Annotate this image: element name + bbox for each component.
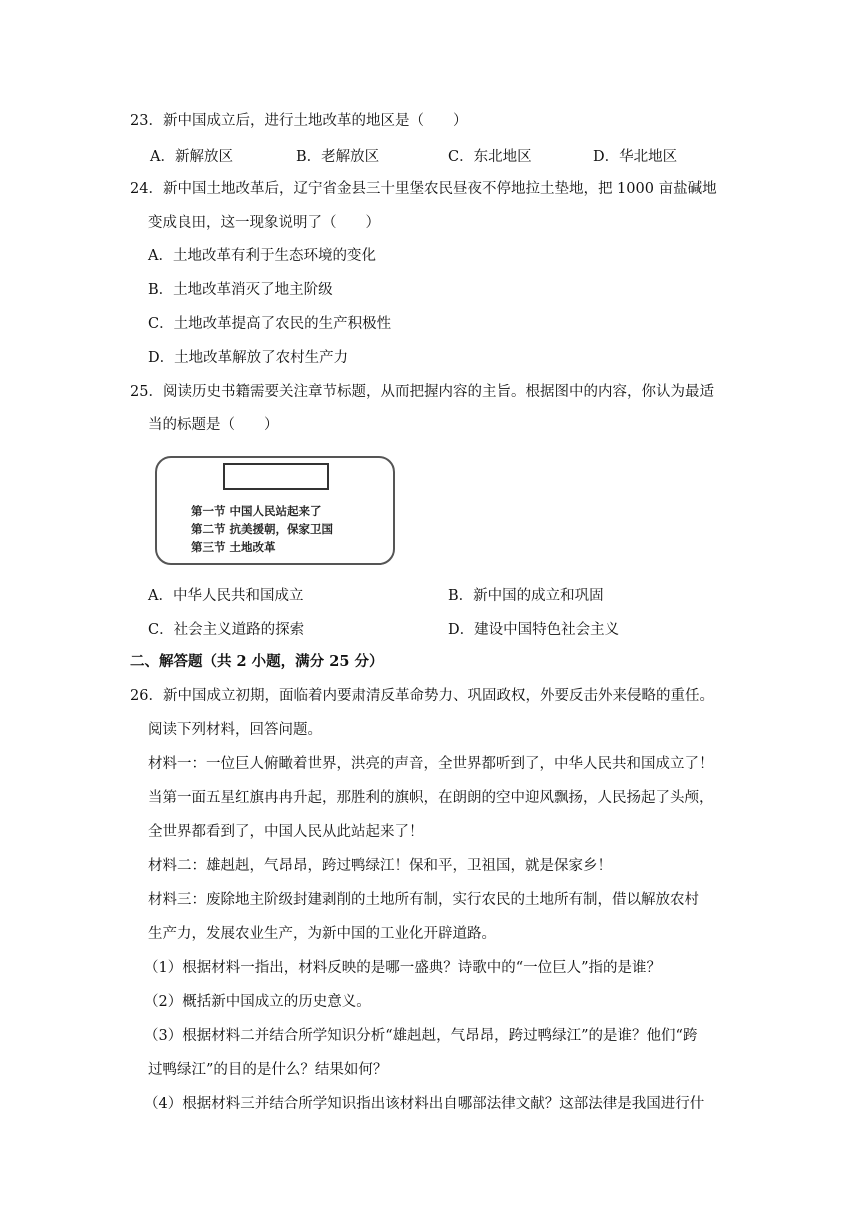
q25-option-c: C．社会主义道路的探索 xyxy=(148,622,305,638)
figure-chapter-list xyxy=(191,502,333,556)
q24-option-d: D．土地改革解放了农村生产力 xyxy=(148,350,349,366)
chapter-figure xyxy=(155,456,395,565)
q24-option-b: B．土地改革消灭了地主阶级 xyxy=(148,282,333,298)
q26-material3-line1: 材料三：废除地主阶级封建剥削的土地所有制，实行农民的土地所有制，借以解放农村 xyxy=(148,892,699,908)
q24-stem-line1: 24．新中国土地改革后，辽宁省金县三十里堡农民昼夜不停地拉土垫地，把 1000 亩盐碱地 xyxy=(130,181,717,197)
q25-option-d: D．建设中国特色社会主义 xyxy=(448,622,620,638)
q26-sub1: （1）根据材料一指出，材料反映的是哪一盛典？诗歌中的“一位巨人”指的是谁？ xyxy=(144,960,662,976)
q26-sub4-line1: （4）根据材料三并结合所学知识指出该材料出自哪部法律文献？这部法律是我国进行什 xyxy=(144,1096,705,1112)
q26-material1-line3: 全世界都看到了，中国人民从此站起来了！ xyxy=(148,824,424,840)
q23-stem: 23．新中国成立后，进行土地改革的地区是（ ） xyxy=(130,113,468,129)
q26-sub2: （2）概括新中国成立的历史意义。 xyxy=(144,994,371,1010)
figure-chapter-1: 第一节 中国人民站起来了 xyxy=(191,504,322,518)
q25-option-b: B．新中国的成立和巩固 xyxy=(448,588,604,604)
figure-title-blank xyxy=(223,463,329,490)
figure-chapter-2: 第二节 抗美援朝，保家卫国 xyxy=(191,522,334,536)
q23-option-c: C．东北地区 xyxy=(448,149,532,165)
q25-option-a: A．中华人民共和国成立 xyxy=(148,588,304,604)
q23-option-b: B．老解放区 xyxy=(296,149,380,165)
q24-stem-line2: 变成良田，这一现象说明了（ ） xyxy=(148,215,380,231)
q24-option-c: C．土地改革提高了农民的生产积极性 xyxy=(148,316,392,332)
q23-option-a: A．新解放区 xyxy=(150,149,233,165)
q26-material2: 材料二：雄赳赳，气昂昂，跨过鸭绿江！保和平，卫祖国，就是保家乡！ xyxy=(148,858,612,874)
q26-material3-line2: 生产力，发展农业生产，为新中国的工业化开辟道路。 xyxy=(148,926,496,942)
q24-option-a: A．土地改革有利于生态环境的变化 xyxy=(148,248,376,264)
figure-chapter-3: 第三节 土地改革 xyxy=(191,540,276,554)
q26-stem-line2: 阅读下列材料，回答问题。 xyxy=(148,722,322,738)
q25-stem-line1: 25．阅读历史书籍需要关注章节标题，从而把握内容的主旨。根据图中的内容，你认为最适 xyxy=(130,384,714,400)
q26-material1-line2: 当第一面五星红旗冉冉升起，那胜利的旗帜，在朗朗的空中迎风飘扬，人民扬起了头颅， xyxy=(148,790,714,806)
q25-stem-line2: 当的标题是（ ） xyxy=(148,417,279,433)
q23-option-d: D．华北地区 xyxy=(593,149,678,165)
q26-stem-line1: 26．新中国成立初期，面临着内要肃清反革命势力、巩固政权，外要反击外来侵略的重任。 xyxy=(130,688,714,704)
q26-sub3-line1: （3）根据材料二并结合所学知识分析“雄赳赳，气昂昂，跨过鸭绿江”的是谁？他们“跨 xyxy=(144,1028,698,1044)
section-heading: 二、解答题（共 2 小题，满分 25 分） xyxy=(130,653,384,670)
q26-sub3-line2: 过鸭绿江”的目的是什么？结果如何？ xyxy=(148,1062,388,1078)
q26-material1-line1: 材料一：一位巨人俯瞰着世界，洪亮的声音，全世界都听到了，中华人民共和国成立了！ xyxy=(148,756,714,772)
